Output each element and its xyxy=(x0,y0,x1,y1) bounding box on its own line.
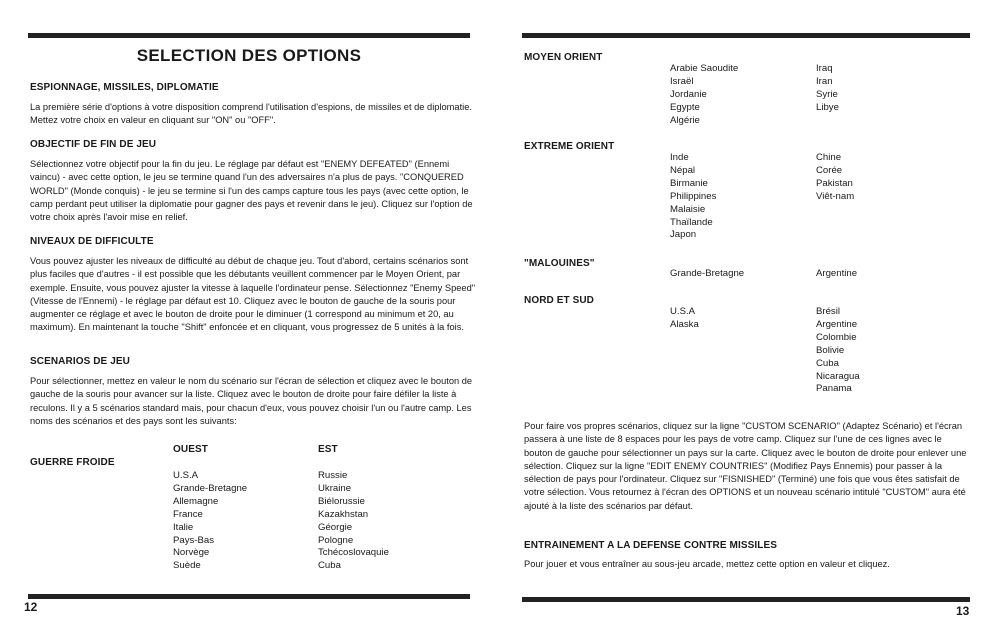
top-rule xyxy=(28,33,470,38)
list-item: Algérie xyxy=(670,114,700,126)
falklands-east-list xyxy=(816,268,857,281)
list-item: Philippines xyxy=(670,190,717,202)
middle-east-west-list xyxy=(670,63,738,128)
column-header-west: OUEST xyxy=(173,444,208,455)
list-item: Grande-Bretagne xyxy=(173,482,248,494)
north-south-west-list xyxy=(670,306,699,332)
list-item: U.S.A xyxy=(173,470,199,481)
list-item: Suède xyxy=(173,560,201,572)
list-item: Népal xyxy=(670,164,696,176)
list-item: Cuba xyxy=(816,357,839,369)
list-item: Argentine xyxy=(816,318,858,330)
middle-east-east-list xyxy=(816,63,839,115)
cold-war-west-list xyxy=(173,470,247,573)
section-text-objective: Sélectionnez votre objectif pour la fin du jeu. Le réglage par défaut est "ENEMY DEFEATED" (Ennemi vaincu) - avec cette option, le jeu se termine quand l'un des adversaires n'a plus de pays. "CONQUERED WORLD" (Monde conquis) - le jeu se termine si l'un des camps capture tous les pays (avec cette option, le camp perdant peut utiliser la diplomatie pour gagner des pays et revenir dans le jeu). Cliquez sur l'option de votre choix après l'avoir mise en relief. xyxy=(30,159,473,223)
top-rule xyxy=(522,33,970,38)
cold-war-east-list xyxy=(318,470,389,573)
list-item: Nicaragua xyxy=(816,370,860,382)
far-east-west-list xyxy=(670,152,716,242)
list-item: Syrie xyxy=(816,88,838,100)
page-number: 12 xyxy=(24,600,38,614)
list-item: Iran xyxy=(816,75,833,87)
list-item: Inde xyxy=(670,152,689,163)
list-item: Thaïlande xyxy=(670,216,713,228)
section-heading-middle-east: MOYEN ORIENT xyxy=(524,52,603,63)
list-item: Malaisie xyxy=(670,203,706,215)
list-item: Jordanie xyxy=(670,88,707,100)
list-item: France xyxy=(173,508,203,520)
list-item: Biélorussie xyxy=(318,495,365,507)
list-item: Italie xyxy=(173,521,194,533)
list-item: Brésil xyxy=(816,306,840,317)
section-heading-far-east: EXTREME ORIENT xyxy=(524,141,615,152)
list-item: Israël xyxy=(670,75,694,87)
section-text-scenarios: Pour sélectionner, mettez en valeur le nom du scénario sur l'écran de sélection et cliquez avec le bouton de gauche de la souris pour avancer sur la liste. Cliquez avec le bouton de droite pour faire défiler la liste à reculons. Il y a 5 scénarios standard mais, pour chacun d'eux, vous pouvez choisir l'un ou l'autre camp. Les noms des scénarios et des pays sont les suivants: xyxy=(30,376,473,426)
north-south-east-list xyxy=(816,306,860,396)
bottom-rule xyxy=(522,597,970,602)
list-item: Japon xyxy=(670,229,697,241)
scenario-cold-war-label: GUERRE FROIDE xyxy=(30,457,115,468)
list-item: Pakistan xyxy=(816,177,853,189)
list-item: Corée xyxy=(816,164,843,176)
list-item: Russie xyxy=(318,470,348,481)
list-item: Egypte xyxy=(670,101,700,113)
list-item: Iraq xyxy=(816,63,833,74)
page-title: SELECTION DES OPTIONS xyxy=(136,46,362,65)
section-heading-scenarios: SCENARIOS DE JEU xyxy=(30,356,130,367)
list-item: Cuba xyxy=(318,560,341,572)
section-text-difficulty: Vous pouvez ajuster les niveaux de difficulté au début de chaque jeu. Tout d'abord, certains scénarios sont plus faciles que d'autres - il est possible que les débutants veuillent commencer par le Moyen Orient, par exemple. Ensuite, vous pouvez ajuster la vitesse à laquelle l'ordinateur pense. Sélectionnez "Enemy Speed" (Vitesse de l'Ennemi) - le réglage par défaut est 10. Cliquez avec le bouton de gauche de la souris pour augmenter ce réglage et avec le bouton de droite pour le diminuer (1 correspond au minimum et 20, au maximum). En maintenant la touche "Shift" enfoncée et en cliquant, vous progressez de 5 unités à la fois. xyxy=(30,256,476,333)
right-page xyxy=(500,0,1000,631)
section-heading-difficulty: NIVEAUX DE DIFFICULTE xyxy=(30,236,154,247)
list-item: Alaska xyxy=(670,318,699,330)
list-item: Géorgie xyxy=(318,521,353,533)
section-heading-espionage: ESPIONNAGE, MISSILES, DIPLOMATIE xyxy=(30,82,219,93)
list-item: Tchécoslovaquie xyxy=(318,547,389,559)
section-heading-training: ENTRAINEMENT A LA DEFENSE CONTRE MISSILES xyxy=(524,540,778,551)
list-item: Pologne xyxy=(318,534,354,546)
list-item: Colombie xyxy=(816,331,857,343)
bottom-rule xyxy=(28,594,470,599)
page-number: 13 xyxy=(956,604,970,618)
far-east-east-list xyxy=(816,152,854,204)
list-item: Norvège xyxy=(173,547,210,559)
section-heading-north-south: NORD ET SUD xyxy=(524,295,594,306)
section-text-espionage: La première série d'options à votre disposition comprend l'utilisation d'espions, de missiles et de diplomatie. Mettez votre choix en valeur en cliquant sur "ON" ou "OFF". xyxy=(30,102,472,126)
list-item: Arabie Saoudite xyxy=(670,63,739,74)
list-item: Argentine xyxy=(816,268,858,279)
list-item: Ukraine xyxy=(318,482,352,494)
list-item: Libye xyxy=(816,101,839,113)
list-item: Pays-Bas xyxy=(173,534,215,546)
list-item: Panama xyxy=(816,383,852,395)
list-item: Bolivie xyxy=(816,344,845,356)
section-text-training: Pour jouer et vous entraîner au sous-jeu arcade, mettez cette option en valeur et cliquez. xyxy=(524,559,890,569)
list-item: Kazakhstan xyxy=(318,508,369,520)
list-item: Chine xyxy=(816,152,842,163)
list-item: Grande-Bretagne xyxy=(670,268,745,279)
custom-scenario-text: Pour faire vos propres scénarios, cliquez sur la ligne "CUSTOM SCENARIO" (Adaptez Scénario) et l'écran passera à une liste de 8 espaces pour les pays de votre camp. Cliquez sur l'une de ces lignes avec le bouton de gauche pour sélectionner un pays sur la carte. Cliquez avec le bouton de droite pour enlever une sélection. Cliquez sur la ligne "EDIT ENEMY COUNTRIES" (Modifiez Pays Ennemis) pour passer à la sélection de pays pour l'ordinateur. Cliquez sur "FISNISHED" (Terminé) une fois que vous êtes satisfait de votre sélection. Vous retournez à l'écran des OPTIONS et un nouveau scénario intitulé "CUSTOM" aura été ajouté à la liste des scénarios par défaut. xyxy=(524,421,967,511)
column-header-east: EST xyxy=(318,444,338,455)
list-item: Allemagne xyxy=(173,495,219,507)
list-item: Viêt-nam xyxy=(816,190,855,202)
list-item: U.S.A xyxy=(670,306,696,317)
list-item: Birmanie xyxy=(670,177,708,189)
section-heading-objective: OBJECTIF DE FIN DE JEU xyxy=(30,139,157,150)
falklands-west-list xyxy=(670,268,744,281)
section-heading-falklands: "MALOUINES" xyxy=(524,258,595,269)
